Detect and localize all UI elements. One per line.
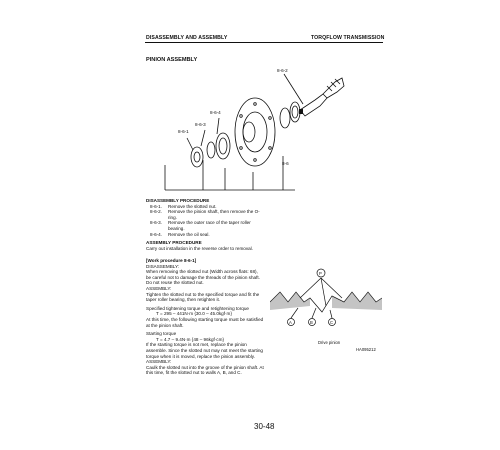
work-assembly-label: ASSEMBLY: bbox=[146, 285, 172, 291]
drive-pinion-figure bbox=[270, 262, 382, 337]
callout-8-6: 8-6 bbox=[282, 161, 289, 166]
step-8-6-3: 8-6-3. Remove the outer race of the taper roller bearing. bbox=[150, 220, 251, 231]
page-number: 30-48 bbox=[254, 422, 275, 431]
step-8-6-2: 8-6-2. Remove the pinion shaft, then remove the O-ring. bbox=[150, 209, 260, 220]
work-assembly2-label: ASSEMBLY: bbox=[146, 359, 172, 365]
header-right: TORQFLOW TRANSMISSION bbox=[311, 35, 385, 41]
work-assembly-text: Tighten the slotted nut to the specified torque and fit the taper roller bearing, then retighten it. bbox=[146, 291, 260, 303]
assembly-procedure bbox=[146, 240, 264, 251]
figure-label-p: P bbox=[319, 271, 322, 276]
disassembly-procedure bbox=[146, 198, 264, 237]
work-procedure bbox=[146, 258, 264, 376]
callout-8-6-2: 8-6-2 bbox=[277, 68, 288, 73]
work-assembly2-text: Caulk the slotted nut into the groove of the pinion shaft. At this time, fit the slotted nut to walls A, B, and C. bbox=[146, 364, 264, 376]
step-8-6-4: 8-6-4. Remove the oil seal. bbox=[150, 231, 210, 237]
disassembly-title: DISASSEMBLY PROCEDURE bbox=[146, 198, 210, 203]
torque-heading: Specified tightening torque and retightening torque bbox=[146, 305, 249, 311]
figure-code: HA095212 bbox=[356, 347, 376, 352]
callout-8-6-4: 8-6-4 bbox=[210, 110, 221, 115]
figure-caption: Drive pinion bbox=[318, 340, 341, 345]
figure-label-c: C bbox=[330, 320, 334, 325]
starting-value: T = 4.7 – 9.4N·m {48 – 96kgf·cm} bbox=[156, 336, 224, 342]
work-disassembly-label: DISASSEMBLY: bbox=[146, 263, 180, 269]
step-8-6-1: 8-6-1. Remove the slotted nut. bbox=[150, 203, 217, 209]
work-disassembly-text: When removing the slotted nut (Width across flats: 68), be careful not to damage the threads of the pinion shaft. Do not reuse the slotted nut. bbox=[146, 269, 260, 286]
callout-8-6-3: 8-6-3 bbox=[195, 122, 206, 127]
pinion-exploded-diagram bbox=[145, 60, 345, 195]
assembly-title: ASSEMBLY PROCEDURE bbox=[146, 240, 202, 245]
header-divider bbox=[145, 42, 383, 43]
work-title: [Work procedure 8-6-1] bbox=[146, 258, 197, 263]
figure-label-a: A bbox=[289, 320, 292, 325]
header-left: DISASSEMBLY AND ASSEMBLY bbox=[146, 35, 228, 41]
callout-8-6-1: 8-6-1 bbox=[178, 129, 189, 134]
torque-value: T = 295 – 441N·m {30.0 – 45.0kgf·m} bbox=[156, 311, 232, 317]
section-title: PINION ASSEMBLY bbox=[146, 57, 198, 63]
assembly-text: Carry out installation in the reverse order to removal. bbox=[146, 245, 253, 251]
after-text: At this time, the following starting torque must be satisfied at the pinion shaft. bbox=[146, 316, 264, 328]
figure-label-b: B bbox=[310, 320, 313, 325]
warning-text: If the starting torque is not met, replace the pinion assemble. Since the slotted nut may not meet the starting torque when it is moved, replace the pinion assembly. bbox=[146, 342, 263, 359]
starting-label: Starting torque bbox=[146, 331, 177, 337]
